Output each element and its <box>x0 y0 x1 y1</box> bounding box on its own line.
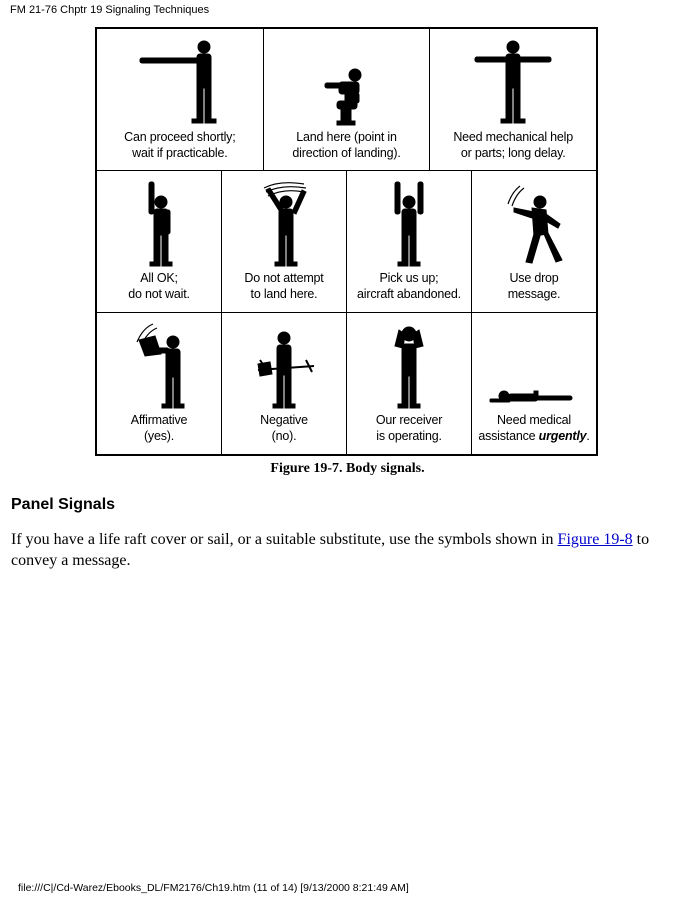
hands-on-ears-figure-icon <box>349 320 469 410</box>
signal-cell-proceed-shortly <box>97 29 264 170</box>
arm-extended-figure-icon <box>120 37 240 127</box>
figure-19-8-link[interactable]: Figure 19-8 <box>557 531 633 548</box>
signal-caption: Need medical assistance urgently. <box>478 413 590 443</box>
signal-caption: Negative (no). <box>260 413 308 443</box>
signal-cell-receiver-operating <box>347 312 472 454</box>
arms-out-figure-icon <box>453 37 573 127</box>
signal-cell-affirmative <box>97 312 222 454</box>
signal-caption: All OK; do not wait. <box>128 271 190 301</box>
figure-row-1 <box>97 29 596 171</box>
signal-cell-land-here <box>264 29 431 170</box>
body-paragraph: If you have a life raft cover or sail, or a suitable substitute, use the symbols shown in Figure 19-8 to convey a message. <box>11 531 650 569</box>
arms-waving-figure-icon <box>224 178 344 268</box>
signal-caption: Our receiver is operating. <box>375 413 443 443</box>
section-heading: Panel Signals <box>11 496 116 513</box>
figure-row-3 <box>97 312 596 454</box>
signal-caption: Land here (point in direction of landing). <box>292 130 401 160</box>
cloth-waving-figure-icon <box>99 320 219 410</box>
signal-caption: Can proceed shortly; wait if practicable. <box>124 130 236 160</box>
signal-caption: Use drop message. <box>507 271 561 301</box>
signal-cell-mechanical-help <box>430 29 596 170</box>
cloth-horizontal-figure-icon <box>224 320 344 410</box>
figure-caption: Figure 19-7. Body signals. <box>270 461 425 476</box>
body-signals-figure <box>95 27 598 456</box>
signal-cell-medical-assistance <box>472 312 596 454</box>
signal-caption: Need mechanical help or parts; long delay. <box>453 130 574 160</box>
signal-caption: Affirmative (yes). <box>130 413 188 443</box>
both-arms-raised-figure-icon <box>349 178 469 268</box>
one-arm-raised-figure-icon <box>99 178 219 268</box>
signal-cell-do-not-land <box>222 170 347 312</box>
lying-down-figure-icon <box>474 320 594 410</box>
figure-row-2 <box>97 170 596 313</box>
signal-cell-drop-message <box>472 170 596 312</box>
page-header: FM 21-76 Chptr 19 Signaling Techniques <box>10 4 210 16</box>
crouching-figure-icon <box>287 37 407 127</box>
signal-caption: Do not attempt to land here. <box>244 271 324 301</box>
signal-cell-all-ok <box>97 170 222 312</box>
signal-cell-pick-us-up <box>347 170 472 312</box>
signal-caption: Pick us up; aircraft abandoned. <box>357 271 461 301</box>
page-footer: file:///C|/Cd-Warez/Ebooks_DL/FM2176/Ch19.htm (11 of 14) [9/13/2000 8:21:49 AM] <box>18 882 409 894</box>
bending-figure-icon <box>474 178 594 268</box>
signal-cell-negative <box>222 312 347 454</box>
